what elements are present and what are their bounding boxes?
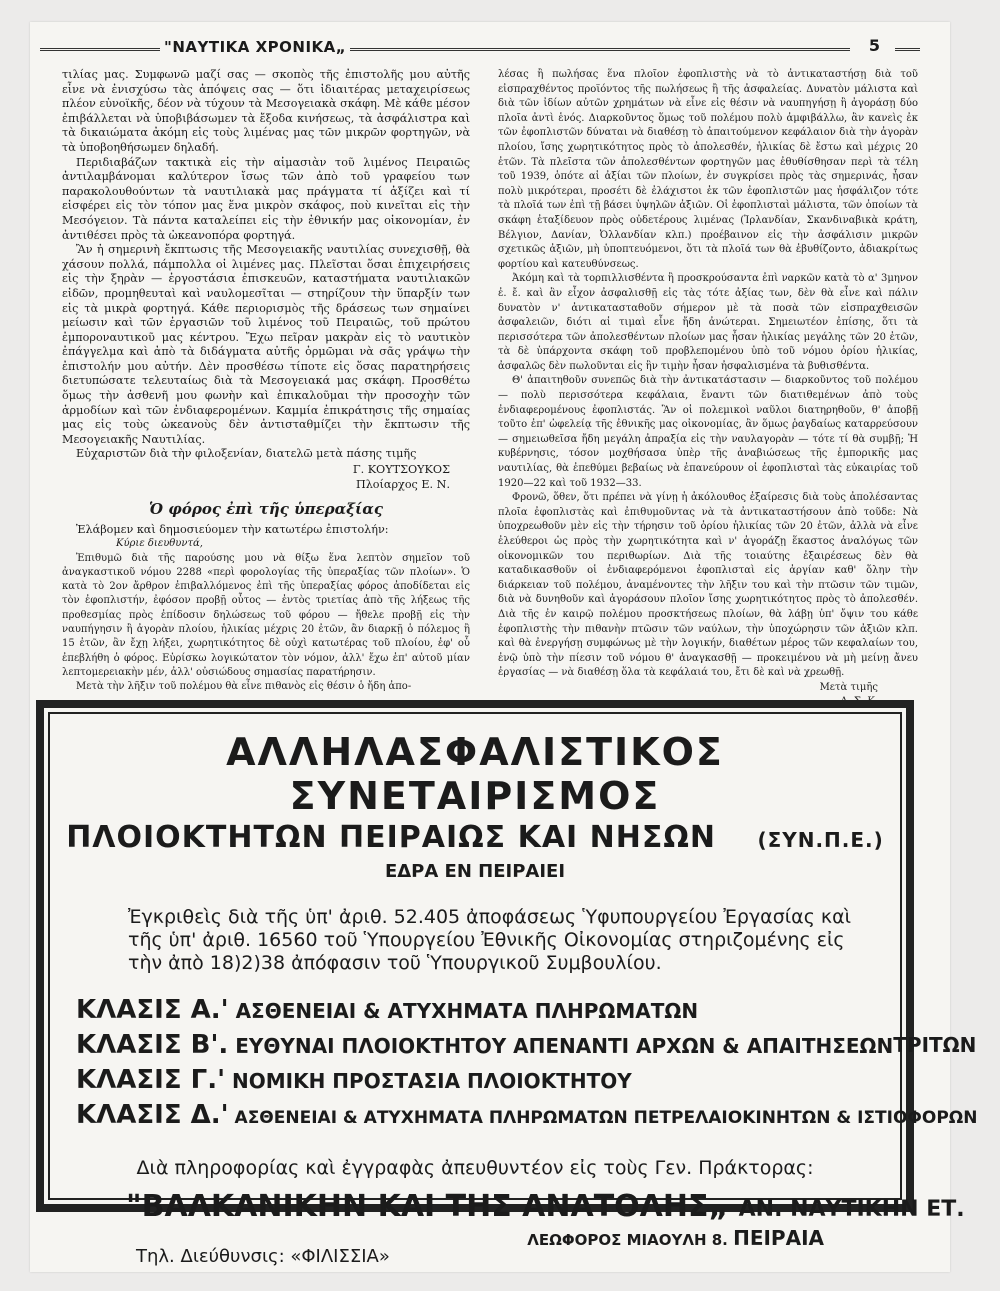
class-text: ΝΟΜΙΚΗ ΠΡΟΣΤΑΣΙΑ ΠΛΟΙΟΚΤΗΤΟΥ <box>232 1069 632 1093</box>
article-paragraph: λέσας ἢ πωλήσας ἕνα πλοῖον ἐφοπλιστὴς νὰ τὸ ἀντικαταστήσῃ διὰ τοῦ εἰσπραχθέντος προϊόντος τῆς πωλήσεως ἢ τῆς ἀσφαλείας. Δυνατὸν μάλιστα καὶ διὰ τῶν ἰδίων αὐτῶν χρημάτων νὰ εἶνε εἰς θέσιν νὰ ναυπηγήσῃ ἢ ἀγοράσῃ δύο πλοῖα ἀντὶ ἑνός. Διαρκοῦντος ὅμως τοῦ πολέμου πολὺ ἀμφιβάλλω, ἂν κανεὶς ἐκ τῶν ἐφοπλιστῶν δύναται νὰ διαθέσῃ τὸ ἀπαιτούμενον κεφάλαιον διὰ τὴν ἀγορὰν πλοίου, ἴσης χωρητικότητος πρὸς τὸ ἀπολεσθέν, ἡλικίας δὲ ἔστω καὶ μέχρις 20 ἐτῶν. Τὰ πλεῖστα τῶν ἀπολεσθέντων φορτηγῶν μας ἐθυθίσθησαν περὶ τὰ τέλη τοῦ 1939, ὁπότε αἱ ἀξίαι τῶν πλοίων, ἐν συγκρίσει πρὸς τὰς σημερινάς, ἦσαν πολὺ μικρότεραι, προσέτι δὲ ἐλάχιστοι ἐκ τῶν ἐφοπλιστῶν μας ἠσφάλιζον τότε τὰ πλοῖά των ἐπὶ τῇ βάσει ὑψηλῶν ἀξιῶν. Οἱ ἐφοπλισταὶ μάλιστα, τῶν ὁποίων τὰ σκάφη ἐταξίδευον πρὸς οὐδετέρους λιμένας (Ἰρλανδίαν, Σκανδιναβικὰ κράτη, Βέλγιον, Δανίαν, Ὀλλανδίαν κλπ.) προέβαινον εἰς τὴν ἀσφάλισιν μικρῶν σχετικῶς ἀξιῶν, μὴ ὑποπτευόμενοι, ὅτι τὰ πλοῖά των θὰ ἐβυθίζοντο, ἀδιακρίτως φορτίου καὶ κατευθύνσεως. <box>498 69 918 270</box>
class-text: ΕΥΘΥΝΑΙ ΠΛΟΙΟΚΤΗΤΟΥ ΑΠΕΝΑΝΤΙ ΑΡΧΩΝ & ΑΠΑΙΤΗΣΕΩΝ <box>235 1034 894 1058</box>
header-rule-middle <box>350 48 850 51</box>
class-label: ΚΛΑΣΙΣ Γ.' <box>76 1065 226 1095</box>
article-paragraph: Φρονῶ, ὅθεν, ὅτι πρέπει νὰ γίνῃ ἡ ἀκόλουθος ἐξαίρεσις διὰ τοὺς ἀπολέσαντας πλοῖα ἐφοπλιστὰς καὶ ἐπιθυμοῦντας νὰ τὰ ἀντικαταστήσουν ἀπὸ τοῦδε: Νὰ ὑποχρεωθοῦν μὲν εἰς τὴν τήρησιν τοῦ ὁρίου ἡλικίας τῶν 20 ἐτῶν, ἀλλὰ νὰ εἶνε ἐλεύθεροι ὡς πρὸς τὴν χωρητικότητα καὶ ν' ἀγοράζῃ ἕκαστος ἀναλόγως τῶν οἰκονομικῶν του περιθωρίων. Διὰ τῆς τοιαύτης ἐξαιρέσεως δὲν θὰ καταδικασθοῦν οἱ ἐνδιαφερόμενοι ἐφοπλισταὶ εἰς ἀργίαν καθ' ὅλην τὴν διάρκειαν τοῦ πολέμου, ἀναμένοντες τὴν λῆξιν του καὶ τὴν πτῶσιν τῶν τιμῶν, διὰ νὰ δυνηθοῦν καὶ ἀγοράσουν πλοῖον ἴσης χωρητικότητος πρὸς τὸ ἀπολεσθέν. Διὰ τῆς ἐν καιρῷ πολέμου προσκτήσεως πλοίων, θὰ λάβῃ ὑπ' ὄψιν του κάθε ἐφοπλιστὴς τὴν πιθανὴν πτῶσιν τῶν ναύλων, τὴν ὑποχώρησιν τῶν ἀξιῶν κλπ. καὶ θὰ ἐνεργήσῃ συμφώνως μὲ τὴν λογικήν, διαθέτων μέρος τῶν κεφαλαίων του, ἐνῷ ὑπὸ τὴν πίεσιν τοῦ νόμου θ' ἀναγκασθῇ — προκειμένου νὰ μὴ μείνῃ ἄνευ ἐργασίας — νὰ διαθέσῃ ὅλα τὰ κεφάλαιά του, ἔτι δὲ καὶ νὰ χρεωθῇ. <box>498 492 918 679</box>
ad-general-agent <box>126 1189 965 1224</box>
ad-approval-text: Ἐγκριθεὶς διὰ τῆς ὑπ' ἀριθ. 52.405 ἀποφάσεως Ὑφυπουργείου Ἐργασίας καὶ τῆς ὑπ' ἀριθ. 16560 τοῦ Ὑπουργείου Ἐθνικῆς Οἰκονομίας στηριζομένης εἰς τὴν ἀπὸ 18)2)38 ἀπόφασιν τοῦ Ὑπουργικοῦ Συμβουλίου. <box>128 906 852 974</box>
ad-subtitle <box>66 820 884 855</box>
class-text: ΑΣΘΕΝΕΙΑΙ & ΑΤΥΧΗΜΑΤΑ ΠΛΗΡΩΜΑΤΩΝ ΠΕΤΡΕΛΑΙΟΚΙΝΗΤΩΝ & ΙΣΤΙΟΦΟΡΩΝ <box>234 1108 978 1128</box>
left-column <box>62 68 470 694</box>
letter-paragraph: Περιδιαβάζων τακτικὰ εἰς τὴν αἰμασιὰν τοῦ λιμένος Πειραιῶς ἀντιλαμβάνομαι καλύτερον ἴσως τῶν ἀπὸ τοῦ γραφείου των παρακολουθούντων τὰ ναυτιλιακὰ μας πράγματα τί ἀξίζει καὶ τί εἰσφέρει εἰς τὸν τόπον μας ἕνα μικρὸν σκάφος, ποὺ κινεῖται εἰς τὴν Μεσόγειον. Τὰ πάντα καταλείπει εἰς τὴν ἐθνικήν μας οἰκονομίαν, ἐν ἀντιθέσει πρὸς τὰ ὠκεανοπόρα φορτηγά. <box>62 155 470 242</box>
class-label: ΚΛΑΣΙΣ Α.' <box>76 995 229 1025</box>
class-text-tail: ΤΡΙΤΩΝ <box>893 1033 977 1057</box>
insurance-class-c <box>76 1063 884 1098</box>
class-label: ΚΛΑΣΙΣ Β'. <box>76 1030 229 1060</box>
article-paragraph: Ἐπιθυμῶ διὰ τῆς παρούσης μου νὰ θίξω ἕνα λεπτὸν σημεῖον τοῦ ἀναγκαστικοῦ νόμου 2288 «περὶ φορολογίας τῆς ὑπεραξίας τῶν πλοίων». Ὁ κατὰ τὸ 2ον ἄρθρον ἐπιβαλλόμενος ἐπὶ τῆς ὑπεραξίας φόρος ἀποδίδεται εἰς τὸν ἐφοπλιστήν, ἐφόσον προβῇ οὗτος — ἐντὸς τριετίας ἀπὸ τῆς λήξεως τῆς προθεσμίας πρὸς ἐπίδοσιν δηλώσεως τοῦ φόρου — ἤθελε προβῇ εἰς τὴν ναυπήγησιν ἢ ἀγορὰν πλοίου, ἡλικίας μέχρις 20 ἐτῶν, ἂν διαρκῇ ὁ πόλεμος ἢ 15 ἐτῶν, ἂν ἔχῃ λήξει, χωρητικότητος δὲ οὐχὶ κατωτέρας τοῦ πλοίου, ἐφ' οὗ ἐπεβλήθη ὁ φόρος. Εὐρίσκω λογικώτατον τὸν νόμον, ἀλλ' ἔχω ἐπ' αὐτοῦ μίαν λεπτομερειακὴν μέν, ἀλλ' οὐσιώδους σημασίας παρατήρησιν. <box>62 552 470 678</box>
signature-title: Πλοίαρχος Ε. Ν. <box>355 478 450 492</box>
class-text: ΑΣΘΕΝΕΙΑΙ & ΑΤΥΧΗΜΑΤΑ ΠΛΗΡΩΜΑΤΩΝ <box>235 999 699 1023</box>
insurance-class-d <box>76 1098 978 1135</box>
article-intro: Ἐλάβομεν καὶ δημοσιεύομεν τὴν κατωτέρω ἐπιστολήν: <box>76 522 389 536</box>
insurance-advertisement <box>36 700 978 1267</box>
article-paragraph: Μετὰ τὴν λῆξιν τοῦ πολέμου θὰ εἶνε πιθανὸς εἰς θέσιν ὁ ἤδη ἀπο- <box>76 681 412 693</box>
header-rule-right <box>895 48 920 51</box>
class-label: ΚΛΑΣΙΣ Δ.' <box>76 1100 229 1130</box>
publication-title: "ΝΑΥΤΙΚΑ ΧΡΟΝΙΚΑ„ <box>160 38 350 56</box>
letter-paragraph: Ἂν ἡ σημερινὴ ἔκπτωσις τῆς Μεσογειακῆς ναυτιλίας συνεχισθῇ, θὰ χάσουν πολλά, πάμπολλα οἱ λιμένες μας. Πλεῖσται ὅσαι ἐπιχειρήσεις εἰς τὴν ξηρὰν — ἐργοστάσια ἐπισκευῶν, καταστήματα ναυτιλιακῶν εἰδῶν, προμηθευταὶ καὶ ναυλομεσῖται — στηρίζουν τὴν ὕπαρξίν των εἰς τὰ μικρὰ φορτηγά. Κάθε περιορισμὸς τῆς δράσεως των σημαίνει μείωσιν καὶ τῶν ἐργασιῶν τοῦ λιμένος τοῦ Πειραιῶς, τοῦ πρώτου ἐμποροναυτικοῦ μας κέντρου. Ἔχω πεῖραν μακρὰν εἰς τὸ ναυτικὸν ἐπάγγελμα καὶ ἀπὸ τὰ διδάγματα αὐτῆς ὁρμῶμαι νὰ σᾶς γράψω τὴν ἐπιστολήν μου αὐτήν. Δὲν προσθέσω τίποτε εἰς ὅσας παρατηρήσεις διετυπώσατε τελευταίως διὰ τὰ Μεσογειακά μας σκάφη. Προσθέτω ὅμως τὴν ἀσθενῆ μου φωνὴν καὶ ἐπικαλοῦμαι τὴν προσοχὴν τῶν ἁρμοδίων καὶ τῶν ἐνδιαφερομένων. Καμμία ἐπικράτησις τῆς σημαίας μας εἰς τοὺς ὠκεανοὺς δὲν ἀντισταθμίζει τὴν ἔκπτωσιν τῆς Μεσογειακῆς Ναυτιλίας. <box>62 243 470 446</box>
page-header <box>40 38 920 60</box>
letter-paragraph: τιλίας μας. Συμφωνῶ μαζί σας — σκοπὸς τῆς ἐπιστολῆς μου αὐτῆς εἶνε νὰ ἐνισχύσω τὰς ἀπόψεις σας — ὅτι ἰδιαιτέρας μεταχειρίσεως πλέον εὐνοϊκῆς, δέον νὰ τύχουν τὰ Μεσογειακὰ σκάφη. Μὲ κάθε μέσον ἐπιβάλλεται νὰ ὑποβιβάσωμεν τὰ ἔξοδα κινήσεως, τὰ ἀσφάλιστρα καὶ τὰ δικαιώματα ἀκόμη εἰς τοὺς λιμένας μας τῶν μικρῶν φορτηγῶν, νὰ τὰ ὑποβοηθήσωμεν δηλαδή. <box>62 68 470 154</box>
advertisement-content <box>66 726 978 1267</box>
closing: Μετὰ τιμῆς <box>819 681 878 693</box>
ad-title: ΑΛΛΗΛΑΣΦΑΛΙΣΤΙΚΟΣ ΣΥΝΕΤΑΙΡΙΣΜΟΣ <box>226 730 724 818</box>
insurance-class-b <box>76 1028 977 1063</box>
address-street: ΛΕΩΦΟΡΟΣ ΜΙΑΟΥΛΗ 8. <box>527 1231 728 1249</box>
header-rule-left <box>40 48 165 51</box>
ad-subtitle-text: ΠΛΟΙΟΚΤΗΤΩΝ ΠΕΙΡΑΙΩΣ ΚΑΙ ΝΗΣΩΝ <box>66 820 716 855</box>
signature-name: Γ. ΚΟΥΤΣΟΥΚΟΣ <box>352 463 450 477</box>
address-city: ΠΕΙΡΑΙΑ <box>733 1226 824 1250</box>
ad-seat: ΕΔΡΑ ΕΝ ΠΕΙΡΑΙΕΙ <box>384 861 566 882</box>
page-number: 5 <box>863 36 886 55</box>
article-title: Ὁ φόρος ἐπὶ τῆς ὑπεραξίας <box>149 500 383 519</box>
agent-suffix: ΑΝ. ΝΑΥΤΙΚΗΝ ΕΤ. <box>738 1197 965 1222</box>
signature <box>62 462 450 492</box>
ad-telegraph-address: Τηλ. Διεύθυνσις: «ΦΙΛΙΣΣΙΑ» <box>136 1246 390 1267</box>
right-column <box>498 68 918 709</box>
salutation: Κύριε διευθυντά, <box>116 538 203 550</box>
letter-closing: Εὐχαριστῶν διὰ τὴν φιλοξενίαν, διατελῶ μετὰ πάσης τιμῆς <box>76 447 417 461</box>
ad-abbreviation: (ΣΥΝ.Π.Ε.) <box>757 828 884 852</box>
ad-info-line: Διὰ πληροφορίας καὶ ἐγγραφὰς ἀπευθυντέον εἰς τοὺς Γεν. Πράκτορας: <box>136 1157 814 1179</box>
insurance-class-a <box>76 993 884 1028</box>
agent-name: "ΒΑΛΚΑΝΙΚΗΝ ΚΑΙ ΤΗΣ ΑΝΑΤΟΛΗΣ„ <box>126 1189 729 1224</box>
article-paragraph: Ἀκόμη καὶ τὰ τορπιλλισθέντα ἢ προσκρούσαντα ἐπὶ ναρκῶν κατὰ τὸ α' 3μηνον ἐ. ἔ. καὶ ἂν εἶχον ἀσφαλισθῇ εἰς τὰς τότε ἀξίας των, δὲν θὰ εἶνε καὶ πάλιν δυνατὸν ν' ἀντικατασταθοῦν σήμερον μὲ τὰ ποσὰ τῶν εἰσπραχθεισῶν ἀσφαλειῶν, διότι αἱ τιμαὶ εἶνε ἤδη ἀνώτεραι. Σημειωτέον ἐπίσης, ὅτι τὰ περισσότερα τῶν ἀπολεσθέντων πλοίων μας ἦσαν ἡλικίας μεγάλης τῶν 20 ἐτῶν, τὰ δὲ ὑπάρχοντα σκάφη τοῦ προβλεπομένου ὑπὸ τοῦ νόμου ὁρίου ἡλικίας, ἀσφαλῶς δὲν πωλοῦνται εἰς ἣν τιμὴν ἦσαν ἠσφαλισμένα τὰ βυθισθέντα. <box>498 273 918 372</box>
article-paragraph: Θ' ἀπαιτηθοῦν συνεπῶς διὰ τὴν ἀντικατάστασιν — διαρκοῦντος τοῦ πολέμου — πολὺ περισσότερα κεφάλαια, ἔναντι τῶν διατιθεμένων ἀπὸ τοὺς ἐνδιαφερομένους ἐφοπλιστάς. Ἂν οἱ πολεμικοὶ ναῦλοι διατηρηθοῦν, θ' ἀποβῇ τοῦτο ἐπ' ὠφελείᾳ τῆς ἐθνικῆς μας οἰκονομίας, ἂν ὅμως ῥαγδαίως καταρρεύσουν — σημειωθεῖσα ἤδη μεγάλη ἀπραξία εἰς τὴν ναυλαγορὰν — τότε τί θὰ συμβῇ; Ἡ κυβέρνησις, τόσον μοχθήσασα ὑπὲρ τῆς ἀναβιώσεως τῆς ἐμπορικῆς μας ναυτιλίας, θὰ ἐπεθύμει βεβαίως νὰ ἐπανεύρουν οἱ ἐφοπλισταὶ τὰς εὐκαιρίας τοῦ 1920—22 καὶ τοῦ 1932—33. <box>498 375 918 489</box>
